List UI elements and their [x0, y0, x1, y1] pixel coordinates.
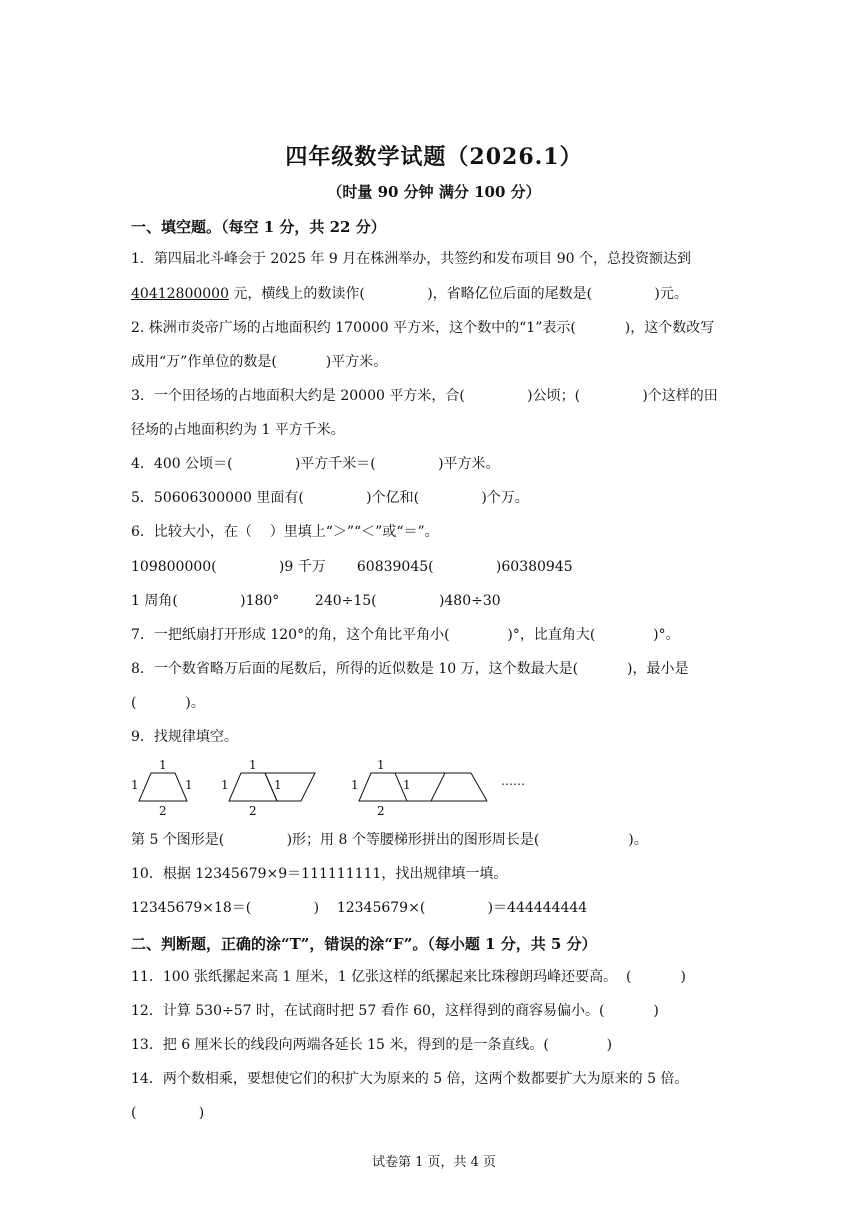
question-10-answer: 12345679×18＝( ) 12345679×( )＝444444444 [131, 900, 588, 916]
question-1-line-2 [131, 285, 688, 303]
question-14-line-1: 14．两个数相乘，要想使它们的积扩大为原来的 5 倍，这两个数都要扩大为原来的 5 倍。 [131, 1071, 689, 1087]
trapezoid-3a [359, 773, 407, 801]
question-3-line-1: 3．一个田径场的占地面积大约是 20000 平方米，合( )公顷；( )个这样的田 [131, 388, 718, 404]
fig2-mid-label: 1 [274, 778, 282, 792]
question-6-row-2: 1 周角( )180° 240÷15( )480÷30 [131, 593, 501, 609]
exam-title: 四年级数学试题（2026.1） [285, 144, 583, 170]
trapezoid-2a [229, 773, 277, 801]
page-footer: 试卷第 1 页，共 4 页 [371, 1155, 497, 1170]
question-8-line-2: ( )。 [131, 695, 205, 711]
trapezoid-2b [265, 773, 315, 801]
trapezoid-3-edge-1 [431, 773, 445, 801]
fig1-right-label: 1 [185, 778, 193, 792]
fig2-top-label: 1 [249, 758, 257, 772]
trapezoid-3-edge-2 [471, 773, 487, 801]
question-2-line-1: 2. 株洲市炎帝广场的占地面积约 170000 平方米，这个数中的“1”表示( )，这个数改写 [131, 320, 715, 336]
fig1-left-label: 1 [131, 778, 139, 792]
question-13: 13．把 6 厘米长的线段向两端各延长 15 米，得到的是一条直线。( ) [131, 1037, 613, 1053]
fig1-bottom-label: 2 [159, 804, 167, 818]
question-14-line-2: ( ) [131, 1105, 205, 1121]
question-6-row-1: 109800000( )9 千万 60839045( )60380945 [131, 559, 573, 575]
question-12: 12．计算 530÷57 时，在试商时把 57 看作 60，这样得到的商容易偏小。( ) [131, 1003, 659, 1019]
underlined-number: 40412800000 [131, 286, 229, 302]
question-4: 4．400 公顷＝( )平方千米＝( )平方米。 [131, 456, 500, 472]
question-7: 7．一把纸扇打开形成 120°的角，这个角比平角小( )°，比直角大( )°。 [131, 627, 680, 643]
question-5: 5．50606300000 里面有( )个亿和( )个万。 [131, 490, 529, 506]
section-fill-blank: 一、填空题。（每空 1 分，共 22 分） [131, 218, 386, 236]
fig2-left-label: 1 [221, 778, 229, 792]
question-2-line-2: 成用“万”作单位的数是( )平方米。 [131, 354, 388, 370]
fig3-mid-label: 1 [403, 778, 411, 792]
fig3-bottom-label: 2 [377, 804, 385, 818]
fig1-top-label: 1 [159, 758, 167, 772]
ellipsis-more: …… [501, 774, 525, 788]
question-1-rest: 元，横线上的数读作( )，省略亿位后面的尾数是( )元。 [228, 286, 688, 302]
question-3-line-2: 径场的占地面积约为 1 平方千米。 [131, 422, 345, 438]
section-true-false: 二、判断题，正确的涂“T”，错误的涂“F”。（每小题 1 分，共 5 分） [131, 935, 597, 953]
exam-subtitle: （时量 90 分钟 满分 100 分） [327, 183, 541, 201]
question-1-line-1: 1．第四届北斗峰会于 2025 年 9 月在株洲举办，共签约和发布项目 90 个，总投资额达到 [131, 251, 691, 267]
question-8-line-1: 8．一个数省略万后面的尾数后，所得的近似数是 10 万，这个数最大是( )，最小是 [131, 661, 689, 677]
question-11: 11．100 张纸摞起来高 1 厘米，1 亿张这样的纸摞起来比珠穆朗玛峰还要高。 ( ) [131, 969, 686, 985]
question-6: 6．比较大小，在（ ）里填上“＞”“＜”或“＝”。 [131, 524, 439, 540]
question-9: 9．找规律填空。 [131, 729, 238, 745]
trapezoid-1 [139, 773, 187, 801]
trapezoid-pattern-figure [125, 755, 545, 820]
question-9-answer: 第 5 个图形是( )形；用 8 个等腰梯形拼出的图形周长是( )。 [131, 832, 648, 848]
fig3-top-label: 1 [377, 758, 385, 772]
question-10: 10．根据 12345679×9＝111111111，找出规律填一填。 [131, 866, 508, 882]
fig3-left-label: 1 [351, 778, 359, 792]
fig2-bottom-label: 2 [249, 804, 257, 818]
